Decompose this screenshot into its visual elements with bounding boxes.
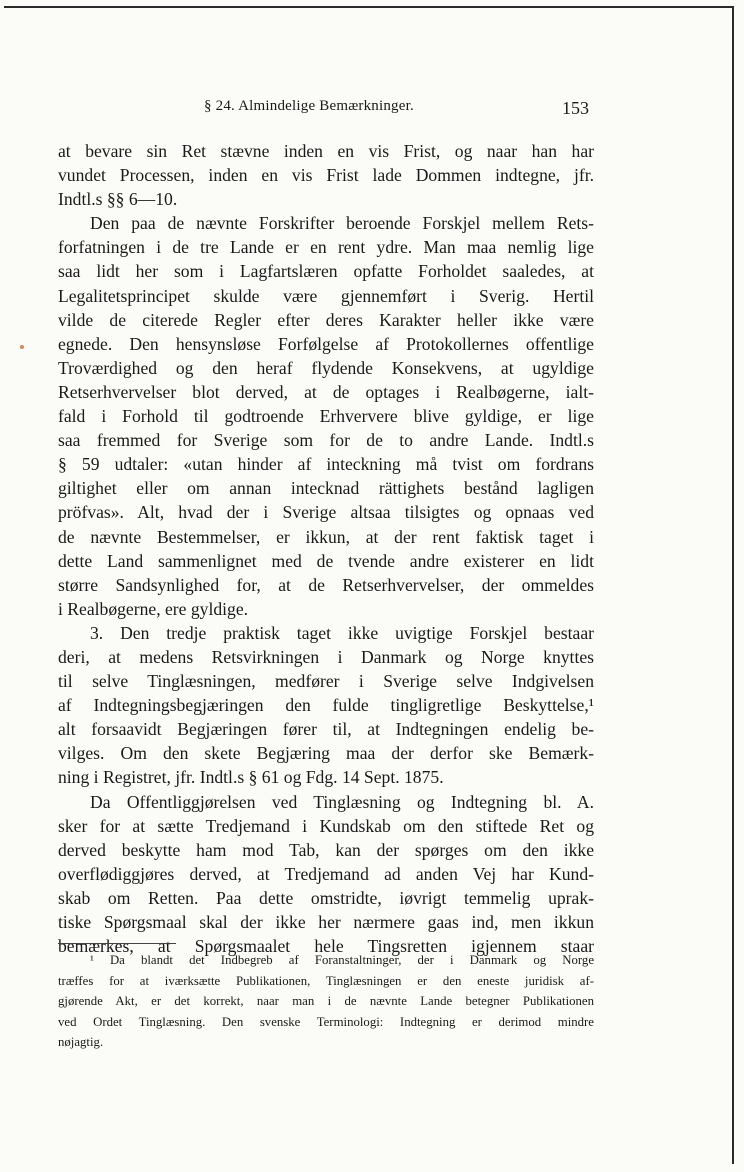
footnote-line: nøjagtig.	[58, 1035, 104, 1050]
text-line: saa fremmed for Sverige som for de to andre Lande. Indtl.s	[58, 430, 594, 451]
text-line: vilges. Om den skete Begjæring maa der derfor ske Bemærk-	[58, 743, 594, 764]
footnote-rule	[58, 943, 176, 944]
footnote-line: gjørende Akt, er det korrekt, naar man i de nævnte Lande betegner Publikationen	[58, 994, 594, 1009]
text-line: alt forsaavidt Begjæringen fører til, at Indtegningen endelig be-	[58, 719, 594, 740]
text-line: bemærkes, at Spørgsmaalet hele Tingsretten igjennem staar	[58, 936, 594, 957]
text-line: Troværdighed og den heraf flydende Konsekvens, at ugyldige	[58, 357, 594, 378]
text-line: fald i Forhold til godtroende Erhververe blive gyldige, er lige	[58, 406, 594, 427]
text-line: de nævnte Bestemmelser, er ikkun, at der rent faktisk taget i	[58, 526, 594, 547]
text-line: giltighet eller om annan intecknad rättighets bestånd lagligen	[58, 478, 594, 499]
text-line: Retserhvervelser blot derved, at de optages i Realbøgerne, ialt-	[58, 381, 594, 402]
text-line: ning i Registret, jfr. Indtl.s § 61 og Fdg. 14 Sept. 1875.	[58, 767, 444, 788]
text-line: derved beskytte ham mod Tab, kan der spørges om den ikke	[58, 839, 594, 860]
text-line: sker for at sætte Tredjemand i Kundskab om den stiftede Ret og	[58, 815, 594, 836]
header-title: § 24. Almindelige Bemærkninger.	[204, 98, 414, 114]
footnotes	[58, 950, 594, 1053]
text-line: vilde de citerede Regler efter deres Karakter heller ikke være	[58, 309, 594, 330]
text-line: pröfvas». Alt, hvad der i Sverige altsaa tilsigtes og opnaas ved	[58, 502, 594, 523]
footnote-line: ¹ Da blandt det Indbegreb af Foranstaltninger, der i Danmark og Norge	[90, 953, 594, 967]
text-line: vundet Processen, inden en vis Frist lade Dommen indtegne, jfr.	[58, 165, 594, 186]
text-line: § 59 udtaler: «utan hinder af inteckning må tvist om fordrans	[58, 454, 594, 475]
running-header	[0, 96, 744, 126]
text-line: i Realbøgerne, ere gyldige.	[58, 598, 249, 619]
text-line: saa lidt her som i Lagfartslæren opfatte Forholdet saaledes, at	[58, 261, 594, 282]
text-line: dette Land sammenlignet med de tvende andre existerer en lidt	[58, 550, 594, 571]
text-line: Den paa de nævnte Forskrifter beroende Forskjel mellem Rets-	[90, 213, 594, 234]
text-line: egnede. Den hensynsløse Forfølgelse af Protokollernes offentlige	[58, 333, 594, 354]
text-line: Indtl.s §§ 6—10.	[58, 189, 178, 210]
text-line: overflødiggjøres derved, at Tredjemand ad anden Vej har Kund-	[58, 863, 594, 884]
text-line: Legalitetsprincipet skulde være gjennemført i Sverig. Hertil	[58, 285, 594, 306]
page-number: 153	[562, 98, 589, 118]
text-line: af Indtegningsbegjæringen den fulde tingligretlige Beskyttelse,¹	[58, 695, 594, 716]
text-line: forfatningen i de tre Lande er en rent ydre. Man maa nemlig lige	[58, 237, 594, 258]
footnote-line: ved Ordet Tinglæsning. Den svenske Terminologi: Indtegning er derimod mindre	[58, 1014, 594, 1029]
text-line: større Sandsynlighed for, at de Retserhvervelser, der ommeldes	[58, 574, 594, 595]
footnote-line: træffes for at iværksætte Publikationen, Tinglæsningen er den eneste juridisk af-	[58, 973, 594, 988]
body-text	[58, 139, 594, 958]
text-line: 3. Den tredje praktisk taget ikke uvigtige Forskjel bestaar	[90, 622, 594, 643]
text-line: skab om Retten. Paa dette omstridte, iøvrigt temmelig uprak-	[58, 887, 594, 908]
text-line: til selve Tinglæsningen, medfører i Sverige selve Indgivelsen	[58, 671, 594, 692]
margin-mark	[20, 345, 24, 349]
text-line: Da Offentliggjørelsen ved Tinglæsning og Indtegning bl. A.	[90, 791, 594, 812]
text-line: deri, at medens Retsvirkningen i Danmark og Norge knyttes	[58, 646, 594, 667]
text-line: tiske Spørgsmaal skal der ikke her nærmere gaas ind, men ikkun	[58, 912, 594, 932]
text-line: at bevare sin Ret stævne inden en vis Frist, og naar han har	[58, 141, 594, 161]
